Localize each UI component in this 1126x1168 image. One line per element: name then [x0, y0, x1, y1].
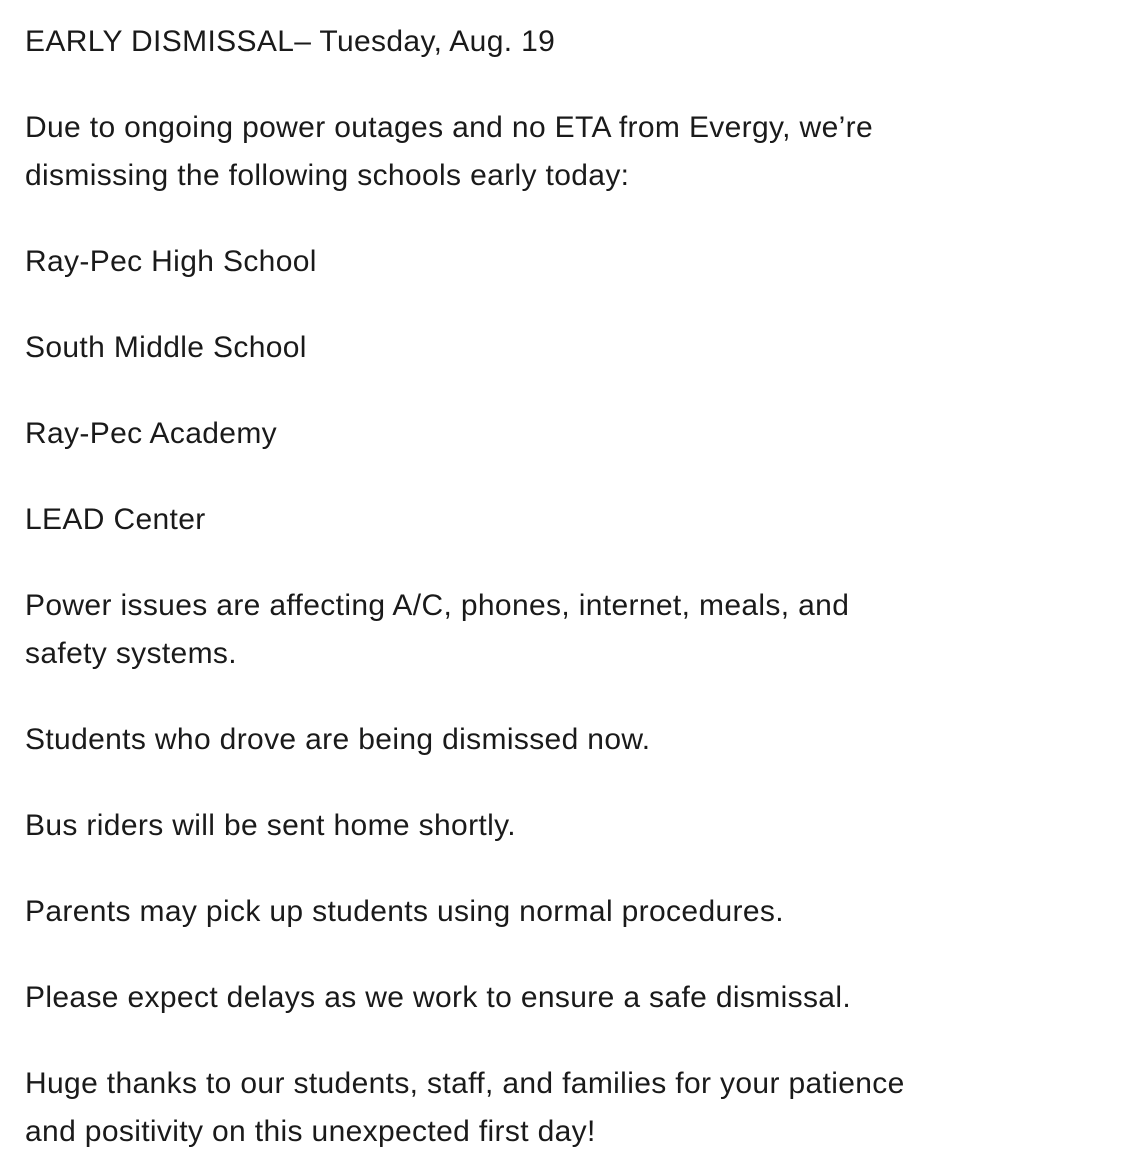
- parents-paragraph: Parents may pick up students using normal procedures.: [25, 895, 784, 928]
- announcement-document: [25, 18, 1100, 1156]
- announcement-title: EARLY DISMISSAL– Tuesday, Aug. 19: [25, 25, 556, 58]
- school-item-south-middle: South Middle School: [25, 331, 307, 364]
- school-item-ray-pec-high: Ray-Pec High School: [25, 245, 317, 278]
- power-issues-paragraph: Power issues are affecting A/C, phones, internet, meals, and safety systems.: [25, 589, 850, 670]
- drivers-paragraph: Students who drove are being dismissed now.: [25, 723, 651, 756]
- thanks-paragraph: Huge thanks to our students, staff, and families for your patience and positivity on this unexpected first day!: [25, 1067, 905, 1148]
- school-item-lead-center: LEAD Center: [25, 503, 206, 536]
- school-item-ray-pec-academy: Ray-Pec Academy: [25, 417, 278, 450]
- intro-paragraph: Due to ongoing power outages and no ETA from Evergy, we’re dismissing the following schools early today:: [25, 111, 873, 192]
- delays-paragraph: Please expect delays as we work to ensure a safe dismissal.: [25, 981, 852, 1014]
- bus-riders-paragraph: Bus riders will be sent home shortly.: [25, 809, 516, 842]
